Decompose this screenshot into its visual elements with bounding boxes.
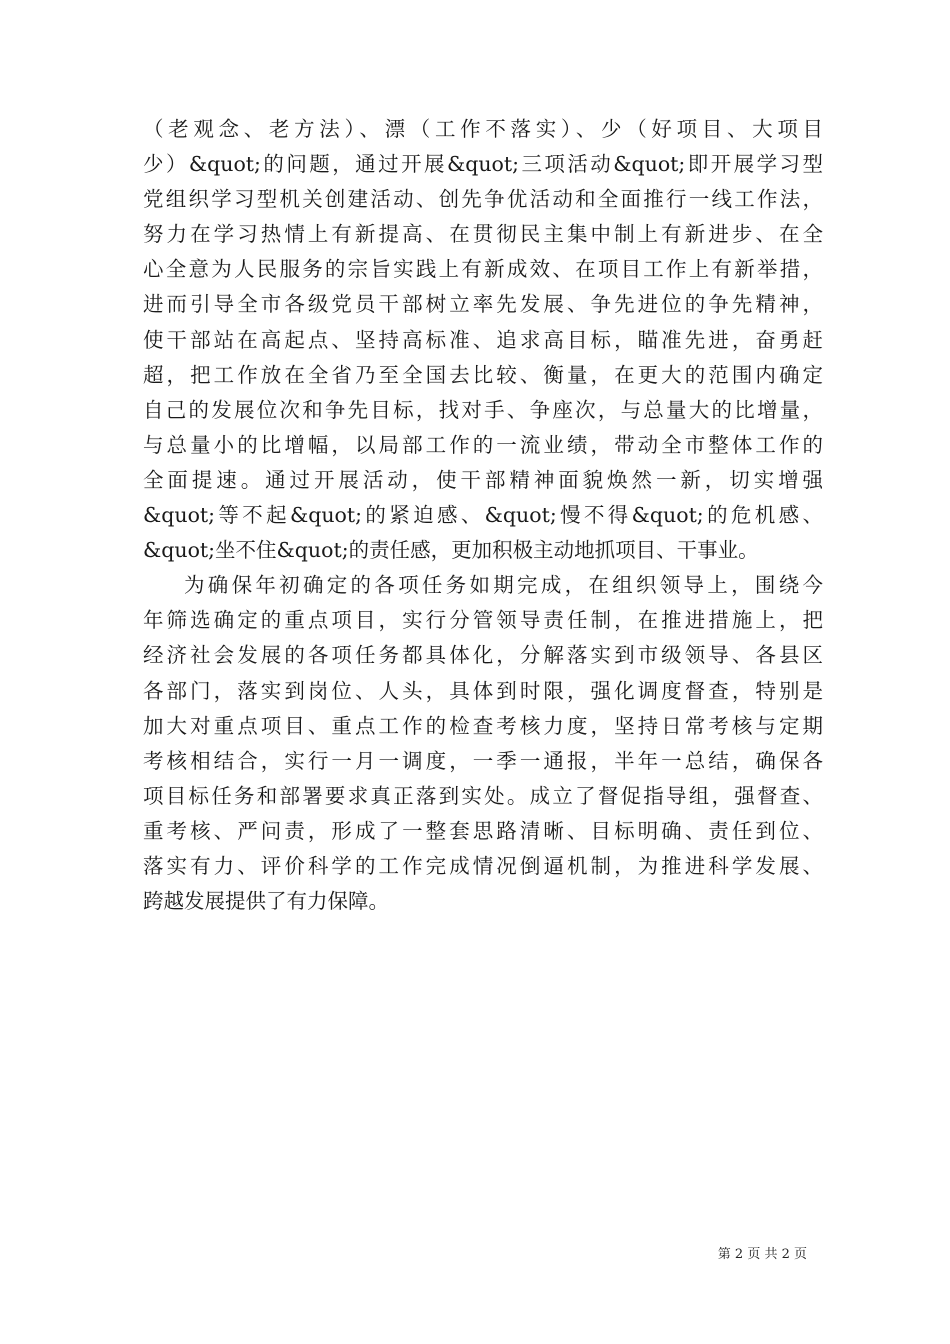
text-line: 超，把工作放在全省乃至全国去比较、衡量，在更大的范围内确定	[143, 362, 823, 387]
text-line: 重考核、严问责，形成了一整套思路清晰、目标明确、责任到位、	[143, 818, 823, 843]
text-line: 进而引导全市各级党员干部树立率先发展、争先进位的争先精神，	[143, 292, 823, 317]
document-body	[143, 112, 823, 919]
text-line: 跨越发展提供了有力保障。	[143, 889, 389, 914]
text-line: （老观念、老方法）、漂（工作不落实）、少（好项目、大项目	[143, 117, 823, 141]
text-line: 与总量小的比增幅，以局部工作的一流业绩，带动全市整体工作的	[143, 432, 823, 457]
paragraph-1	[143, 112, 823, 568]
text-line: 落实有力、评价科学的工作完成情况倒逼机制，为推进科学发展、	[143, 853, 823, 878]
text-line: 使干部站在高起点、坚持高标准、追求高目标，瞄准先进，奋勇赶	[143, 327, 823, 352]
text-line: 心全意为人民服务的宗旨实践上有新成效、在项目工作上有新举措，	[143, 257, 823, 282]
text-line: 为确保年初确定的各项任务如期完成，在组织领导上，围绕今	[184, 573, 823, 598]
text-line: 少）&quot;的问题，通过开展&quot;三项活动&quot;即开展学习型	[143, 152, 823, 177]
text-line: 党组织学习型机关创建活动、创先争优活动和全面推行一线工作法，	[143, 187, 823, 212]
text-line: &quot;坐不住&quot;的责任感，更加积极主动地抓项目、干事业。	[143, 538, 759, 563]
text-line: &quot;等不起&quot;的紧迫感、&quot;慢不得&quot;的危机感、	[143, 503, 823, 528]
page-number: 第 2 页 共 2 页	[717, 1247, 807, 1262]
text-line: 各部门，落实到岗位、人头，具体到时限，强化调度督查，特别是	[143, 678, 823, 703]
text-line: 全面提速。通过开展活动，使干部精神面貌焕然一新，切实增强	[143, 467, 823, 492]
paragraph-2	[143, 568, 823, 919]
text-line: 经济社会发展的各项任务都具体化，分解落实到市级领导、各县区	[143, 643, 823, 668]
text-line: 努力在学习热情上有新提高、在贯彻民主集中制上有新进步、在全	[143, 222, 823, 247]
text-line: 自己的发展位次和争先目标，找对手、争座次，与总量大的比增量，	[143, 397, 823, 422]
text-line: 项目标任务和部署要求真正落到实处。成立了督促指导组，强督查、	[143, 783, 823, 808]
text-line: 加大对重点项目、重点工作的检查考核力度，坚持日常考核与定期	[143, 713, 823, 738]
text-line: 考核相结合，实行一月一调度，一季一通报，半年一总结，确保各	[143, 748, 823, 773]
text-line: 年筛选确定的重点项目，实行分管领导责任制，在推进措施上，把	[143, 608, 823, 633]
